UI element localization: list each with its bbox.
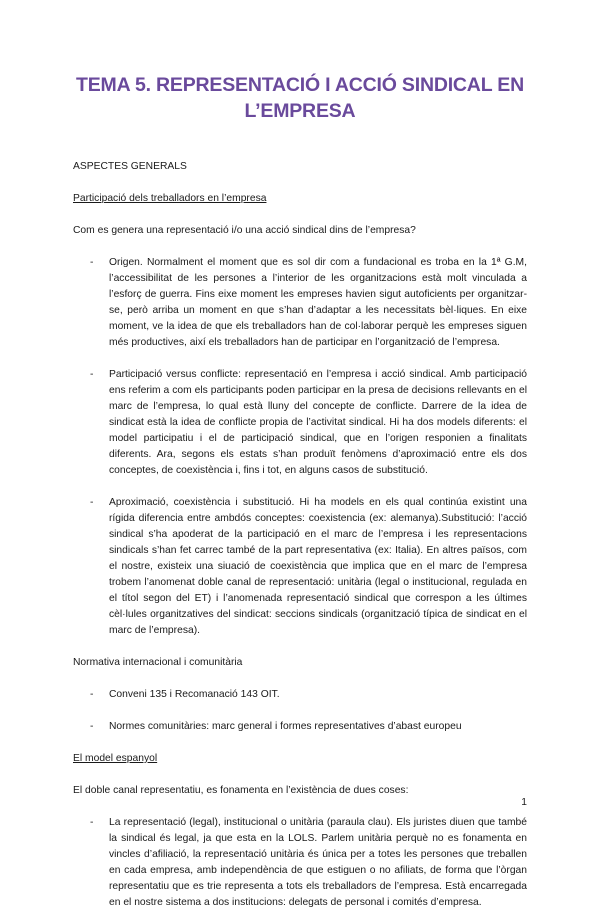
list-item: - Origen. Normalment el moment que es sol dir com a fundacional es troba en la 1ª G.M, l’accessibilitat de les persones a l’interior de les organitzacions està molt vinculada a l’esforç de guerra. Fins eixe moment les empreses havien sigut autoficients per organitzar-se, però arriba un moment en que s’han d’adaptar a les necessitats bèl·liques. En eixe moment, ve la idea de que els treballadors han de col·laborar perquè les empreses siguen més productives, així els treballadors han de participar en l’organització de l’empresa. xyxy=(90,257,527,348)
normativa-heading: Normativa internacional i comunitària xyxy=(73,657,243,668)
page-number: 1 xyxy=(521,797,527,808)
subheading-model-espanyol: El model espanyol xyxy=(73,753,158,764)
list-item: - Conveni 135 i Recomanació 143 OIT. xyxy=(90,689,280,700)
list-item-text: Normes comunitàries: marc general i formes representatives d’abast europeu xyxy=(109,721,462,732)
list-item: - La representació (legal), institucional o unitària (paraula clau). Els juristes diuen que també la sindical és legal, ja que esta en la LOLS. Parlem unitària perquè no es fonamenta en vincles d’afiliació, la representació unitària és única per a totes les persones que treballen en cada empresa, amb independència de que estiguen o no afiliats, de forma que l’òrgan representatiu que es trie representa a tots els treballadors de l’empresa. Està encarregada en el nostre sistema a dos institucions: delegats de personal i comités d’empresa. xyxy=(90,817,527,908)
section-heading-general: ASPECTES GENERALS xyxy=(73,161,187,172)
list-item-text: Origen. Normalment el moment que es sol dir com a fundacional es troba en la 1ª G.M, l’accessibilitat de les persones a l’interior de les organitzacions està molt vinculada a l’esforç de guerra. Fins eixe moment les empreses havien sigut autoficients per organitzar-se, però arriba un moment en que s’han d’adaptar a les necessitats bèl·liques. En eixe moment, ve la idea de que els treballadors han de col·laborar perquè les empreses siguen més productives, així els treballadors han de participar en l’organització de l’empresa. xyxy=(109,257,527,348)
list-item-text: Participació versus conflicte: representació en l’empresa i acció sindical. Amb participació ens referim a com els participants poden participar en la presa de decisions rellevants en el marc de l’empresa, lo qual està lluny del concepte de conflicte. Darrere de la idea de sindicat està la idea de conflicte propia de l’activitat sindical. Hi ha dos models diferents: el model participatiu i el de participació sindical, que en l’origen responien a finalitats diferents. Ara, segons els estats s’han produït fenòmens d’aproximació entre els dos conceptes, de coexistència i, fins i tot, en alguns casos de substitució. xyxy=(109,369,527,476)
bullet-list-2 xyxy=(73,687,527,735)
bullet-list-3 xyxy=(73,815,527,911)
doble-canal-paragraph: El doble canal representatiu, es fonamenta en l’existència de dues coses: xyxy=(73,785,409,796)
list-item-text: La representació (legal), institucional o unitària (paraula clau). Els juristes diuen que també la sindical és legal, ja que esta en la LOLS. Parlem unitària perquè no es fonamenta en vincles d’afiliació, la representació unitària és única per a totes les persones que treballen en cada empresa, amb independència de que estiguen o no afiliats, de forma que l’òrgan representatiu que es trie representa a tots els treballadors de l’empresa. Està encarregada en el nostre sistema a dos institucions: delegats de personal i comités d’empresa. xyxy=(109,817,527,908)
document-title: TEMA 5. REPRESENTACIÓ I ACCIÓ SINDICAL EN L’EMPRESA xyxy=(76,74,524,122)
list-item: - Participació versus conflicte: representació en l’empresa i acció sindical. Amb participació ens referim a com els participants poden participar en la presa de decisions rellevants en el marc de l’empresa, lo qual està lluny del concepte de conflicte. Darrere de la idea de sindicat està la idea de conflicte propia de l’activitat sindical. Hi ha dos models diferents: el model participatiu i el de participació sindical, que en l’origen responien a finalitats diferents. Ara, segons els estats s’han produït fenòmens d’aproximació entre els dos conceptes, de coexistència i, fins i tot, en alguns casos de substitució. xyxy=(90,369,527,476)
list-item-text: Aproximació, coexistència i substitució. Hi ha models en els qual continúa existint una rígida diferencia entre ambdós conceptes: coexistencia (ex: alemanya).Substitució: l’acció sindical s’ha apoderat de la participació en el marc de l’empresa i les representacions sindicals s’han fet carrec també de la part representativa (ex: Italia). En altres països, com el nostre, existeix una siuació de coexistència que implica que en el marc de l’empresa trobem l’anomenat doble canal de representació: unitària (legal o institucional, regulada en el títol segon del ET) i l’anomenada representació sindical que correspon a les últimes cèl·lules organitzatives del sindicat: seccions sindicals (organització típica de sindicat en el marc de l’empresa). xyxy=(109,497,527,636)
question-paragraph: Com es genera una representació i/o una acció sindical dins de l’empresa? xyxy=(73,225,416,236)
subheading-participacio: Participació dels treballadors en l’empresa xyxy=(73,193,267,204)
list-item: - Normes comunitàries: marc general i formes representatives d’abast europeu xyxy=(90,721,462,732)
list-item-text: Conveni 135 i Recomanació 143 OIT. xyxy=(109,689,280,700)
list-item: - Aproximació, coexistència i substitució. Hi ha models en els qual continúa existint una rígida diferencia entre ambdós conceptes: coexistencia (ex: alemanya).Substitució: l’acció sindical s’ha apoderat de la participació en el marc de l’empresa i les representacions sindicals s’han fet carrec també de la part representativa (ex: Italia). En altres països, com el nostre, existeix una siuació de coexistència que implica que en el marc de l’empresa trobem l’anomenat doble canal de representació: unitària (legal o institucional, regulada en el títol segon del ET) i l’anomenada representació sindical que correspon a les últimes cèl·lules organitzatives del sindicat: seccions sindicals (organització típica de sindicat en el marc de l’empresa). xyxy=(90,497,527,636)
bullet-list-1 xyxy=(73,255,527,639)
